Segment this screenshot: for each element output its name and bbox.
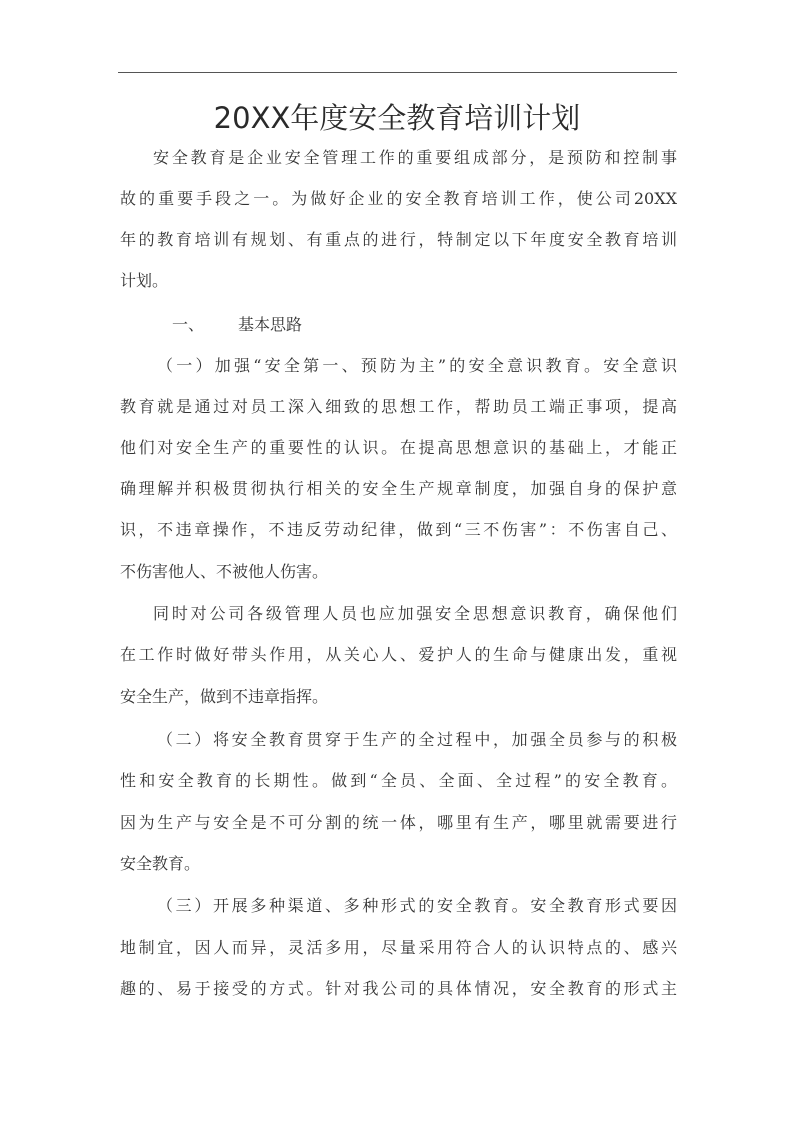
text-line: 性和安全教育的长期性。做到“全员、全面、全过程”的安全教育。 — [120, 771, 677, 790]
text-line: 地制宜，因人而异，灵活多用，尽量采用符合人的认识特点的、感兴 — [120, 938, 677, 957]
text-line: （三）开展多种渠道、多种形式的安全教育。安全教育形式要因 — [157, 896, 677, 915]
text-line: 确理解并积极贯彻执行相关的安全生产规章制度，加强自身的保护意 — [120, 479, 677, 498]
text-line: 识，不违章操作，不违反劳动纪律，做到“三不伤害”：不伤害自己、 — [120, 520, 677, 539]
text-line: 安全教育。 — [120, 854, 201, 873]
text-line: 年的教育培训有规划、有重点的进行，特制定以下年度安全教育培训 — [120, 230, 677, 249]
text-line: 安全生产，做到不违章指挥。 — [120, 687, 329, 706]
text-line: （二）将安全教育贯穿于生产的全过程中，加强全员参与的积极 — [157, 730, 677, 749]
document-title: 20XX年度安全教育培训计划 — [213, 101, 581, 135]
text-line: 计划。 — [120, 271, 169, 290]
text-line: （一）加强“安全第一、预防为主”的安全意识教育。安全意识 — [157, 356, 677, 375]
text-line: 故的重要手段之一。为做好企业的安全教育培训工作，使公司20XX — [120, 189, 677, 208]
text-line: 因为生产与安全是不可分割的统一体，哪里有生产，哪里就需要进行 — [120, 813, 677, 832]
text-line: 在工作时做好带头作用，从关心人、爱护人的生命与健康出发，重视 — [120, 645, 677, 664]
section-heading: 基本思路 — [238, 315, 303, 334]
text-line: 不伤害他人、不被他人伤害。 — [120, 562, 329, 581]
text-line: 安全教育是企业安全管理工作的重要组成部分，是预防和控制事 — [153, 148, 677, 167]
header-rule — [118, 72, 677, 73]
section-number: 一、 — [172, 315, 205, 334]
text-line: 教育就是通过对员工深入细致的思想工作，帮助员工端正事项，提高 — [120, 397, 677, 416]
text-line: 同时对公司各级管理人员也应加强安全思想意识教育，确保他们 — [153, 604, 677, 623]
text-line: 趣的、易于接受的方式。针对我公司的具体情况，安全教育的形式主 — [120, 979, 677, 998]
text-line: 他们对安全生产的重要性的认识。在提高思想意识的基础上，才能正 — [120, 438, 677, 457]
